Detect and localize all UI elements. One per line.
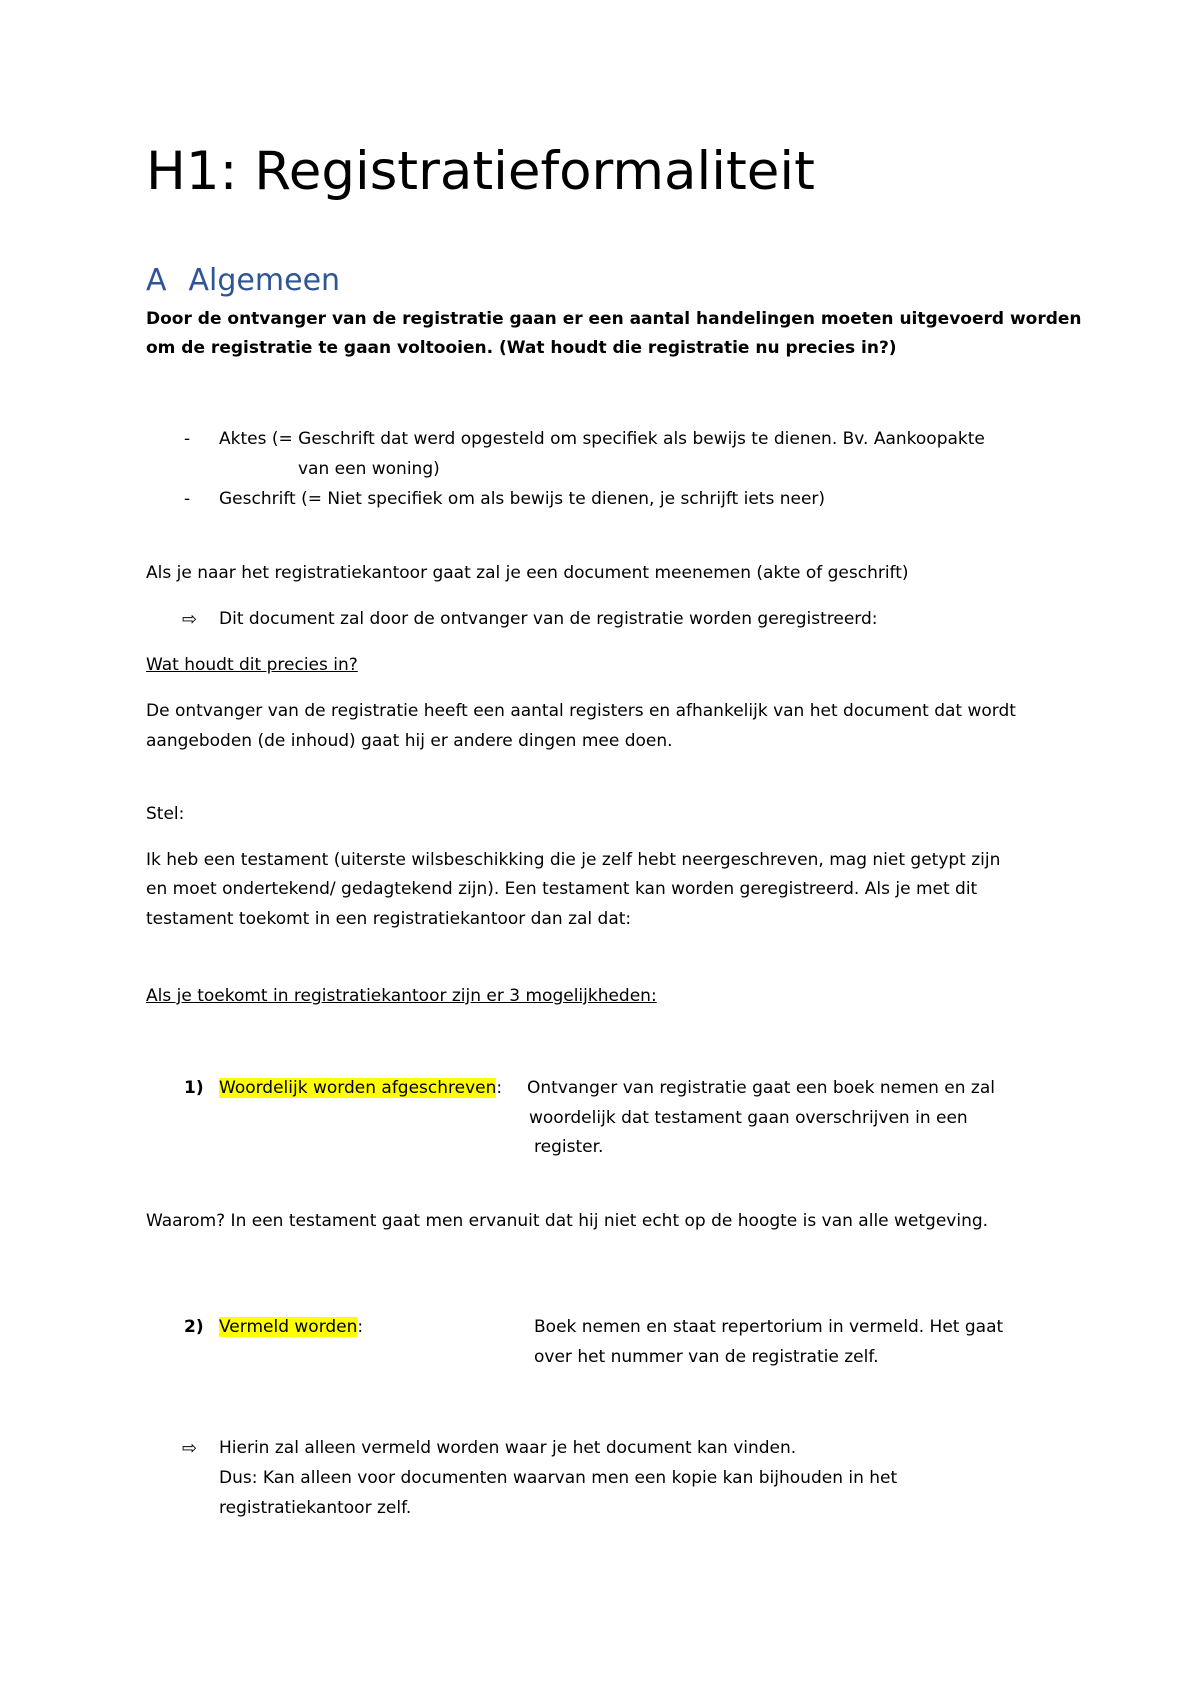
option-2-colon: : bbox=[357, 1317, 364, 1337]
arrow-icon: ⇨ bbox=[182, 1438, 198, 1459]
arrow-item-2-line-1: Hierin zal alleen vermeld worden waar je het document kan vinden. bbox=[219, 1438, 797, 1458]
bullet-dash-1: - bbox=[184, 429, 191, 449]
waarom-paragraph: Waarom? In een testament gaat men ervanuit dat hij niet echt op de hoogte is van alle wetgeving. bbox=[146, 1211, 989, 1231]
option-1-desc-line-1: Ontvanger van registratie gaat een boek nemen en zal bbox=[527, 1078, 995, 1098]
option-1-term: Woordelijk worden afgeschreven bbox=[219, 1078, 497, 1098]
paragraph-3-line-2: en moet ondertekend/ gedagtekend zijn). Een testament kan worden geregistreerd. Als je met dit bbox=[146, 879, 978, 899]
bullet-item-2: Geschrift (= Niet specifiek om als bewijs te dienen, je schrijft iets neer) bbox=[219, 489, 826, 509]
option-2-desc-line-1: Boek nemen en staat repertorium in vermeld. Het gaat bbox=[534, 1317, 1004, 1337]
paragraph-3-line-1: Ik heb een testament (uiterste wilsbeschikking die je zelf hebt neergeschreven, mag niet getypt zijn bbox=[146, 850, 1001, 870]
bullet-item-1-line-2: van een woning) bbox=[298, 459, 440, 479]
stel-label: Stel: bbox=[146, 804, 185, 824]
option-2-number: 2) bbox=[184, 1317, 204, 1337]
subheading-1: Wat houdt dit precies in? bbox=[146, 655, 358, 675]
option-1-colon: : bbox=[496, 1078, 503, 1098]
paragraph-1: Als je naar het registratiekantoor gaat zal je een document meenemen (akte of geschrift) bbox=[146, 563, 909, 583]
page-title: H1: Registratieformaliteit bbox=[146, 141, 815, 202]
option-2-term-row bbox=[219, 1313, 363, 1342]
intro-line-2: om de registratie te gaan voltooien. (Wat houdt die registratie nu precies in?) bbox=[146, 338, 897, 358]
paragraph-3-line-3: testament toekomt in een registratiekantoor dan zal dat: bbox=[146, 909, 632, 929]
bullet-item-1-line-1: Aktes (= Geschrift dat werd opgesteld om specifiek als bewijs te dienen. Bv. Aankoopakte bbox=[219, 429, 985, 449]
arrow-item-2-line-3: registratiekantoor zelf. bbox=[219, 1498, 412, 1518]
section-title: Algemeen bbox=[188, 263, 341, 298]
paragraph-2-line-2: aangeboden (de inhoud) gaat hij er andere dingen mee doen. bbox=[146, 731, 673, 751]
paragraph-2-line-1: De ontvanger van de registratie heeft een aantal registers en afhankelijk van het document dat wordt bbox=[146, 701, 1016, 721]
subheading-2: Als je toekomt in registratiekantoor zijn er 3 mogelijkheden: bbox=[146, 986, 657, 1006]
option-2-desc-line-2: over het nummer van de registratie zelf. bbox=[534, 1347, 879, 1367]
option-1-number: 1) bbox=[184, 1078, 204, 1098]
intro-line-1: Door de ontvanger van de registratie gaan er een aantal handelingen moeten uitgevoerd worden bbox=[146, 309, 1082, 329]
arrow-icon: ⇨ bbox=[182, 609, 198, 630]
option-1-term-row bbox=[219, 1074, 502, 1103]
section-heading bbox=[146, 262, 340, 300]
section-letter: A bbox=[146, 263, 167, 298]
arrow-item-2-line-2: Dus: Kan alleen voor documenten waarvan men een kopie kan bijhouden in het bbox=[219, 1468, 898, 1488]
bullet-dash-2: - bbox=[184, 489, 191, 509]
arrow-item-1: Dit document zal door de ontvanger van de registratie worden geregistreerd: bbox=[219, 609, 878, 629]
option-1-desc-line-3: register. bbox=[534, 1137, 604, 1157]
option-1-desc-line-2: woordelijk dat testament gaan overschrijven in een bbox=[529, 1108, 968, 1128]
option-2-term: Vermeld worden bbox=[219, 1317, 358, 1337]
